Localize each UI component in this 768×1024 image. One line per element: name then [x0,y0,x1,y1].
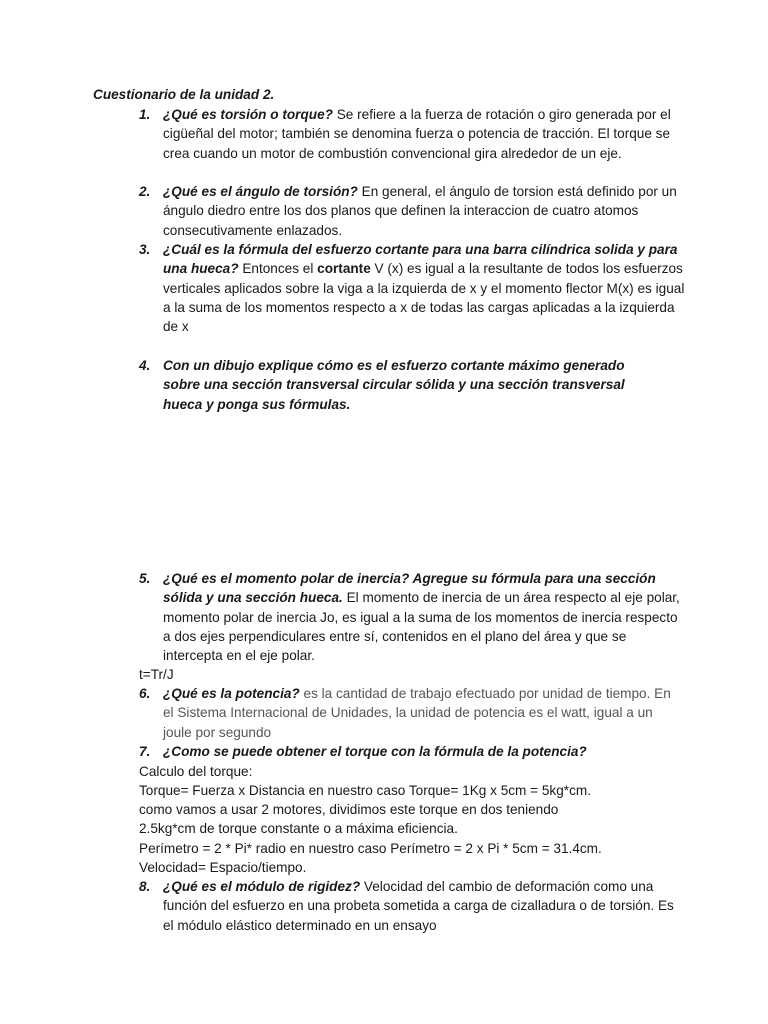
question-text: Con un dibujo explique cómo es el esfuerzo cortante máximo generado sobre una sección transversal circular sólida y una sección transversal hueca y ponga sus fórmulas. [163,358,625,412]
question-text: ¿Cuál es la fórmula del esfuerzo cortante para una barra cilíndrica solida y para una hueca? [163,242,678,277]
question-text: ¿Qué es el módulo de rigidez? [163,879,361,894]
item-number: 1. [139,107,151,122]
answer-text: es la cantidad de trabajo efectuado por unidad de tiempo. En el Sistema Internacional de Unidades, la unidad de potencia es el watt, igual a un joule por segundo [163,686,671,740]
item-body [163,742,684,761]
item-number: 7. [139,744,151,759]
question-text: ¿Qué es torsión o torque? [163,107,333,122]
answer-text-post: V (x) es igual a la resultante de todos los esfuerzos verticales aplicados sobre la viga a la izquierda de x y el momento flector M(x) es igual a la suma de los momentos respecto a x de todas las cargas aplicadas a la izquierda de x [163,261,685,335]
list-item-5 [139,569,684,665]
calc-line: Perímetro = 2 * Pi* radio en nuestro caso Perímetro = 2 x Pi * 5cm = 31.4cm. [139,841,602,856]
item-number: 6. [139,686,151,701]
item-number: 8. [139,879,151,894]
item-number: 2. [139,184,151,199]
list-item-1 [139,105,684,163]
calc-line: Calculo del torque: [139,764,253,779]
item-body [163,569,684,665]
list-item-2 [139,182,684,240]
question-text: ¿Qué es el ángulo de torsión? [163,184,358,199]
list-item-4 [139,356,649,414]
item-body [163,240,687,336]
formula-line: t=Tr/J [139,667,174,682]
calc-line: 2.5kg*cm de torque constante o a máxima eficiencia. [139,821,458,836]
item-body [163,105,684,163]
list-item-3 [139,240,687,336]
keyword-cortante: cortante [317,261,371,277]
item-number: 3. [139,242,151,257]
answer-text: Velocidad del cambio de deformación como una función del esfuerzo en una probeta sometida a carga de cizalladura o de torsión. Es el módulo elástico determinado en un ensayo [163,879,674,933]
item-number: 4. [139,358,151,373]
answer-text: El momento de inercia de un área respecto al eje polar, momento polar de inercia Jo, es igual a la suma de los momentos de inercia respecto a dos ejes perpendiculares entre sí, contenidos en el plano del área y que se intercepta en el eje polar. [163,590,680,664]
calc-line: como vamos a usar 2 motores, dividimos este torque en dos teniendo [139,802,559,817]
answer-text: Se refiere a la fuerza de rotación o giro generada por el cigüeñal del motor; también se denomina fuerza o potencia de tracción. El torque se crea cuando un motor de combustión convencional gira alrededor de un eje. [163,107,671,161]
question-text: ¿Qué es la potencia? [163,686,300,701]
question-text: ¿Como se puede obtener el torque con la fórmula de la potencia? [163,744,587,759]
item-number: 5. [139,571,151,586]
page-title: Cuestionario de la unidad 2. [93,87,275,102]
list-item-6 [139,684,684,742]
answer-text: En general, el ángulo de torsion está definido por un ángulo diedro entre los dos planos que definen la interaccion de cuatro atomos consecutivamente enlazados. [163,184,677,238]
question-text: ¿Qué es el momento polar de inercia? Agregue su fórmula para una sección sólida y una sección hueca. [163,571,656,606]
item-body [163,684,684,742]
item-body [163,877,684,935]
list-item-8 [139,877,684,935]
answer-text-pre: Entonces el [238,261,318,277]
calc-line: Velocidad= Espacio/tiempo. [139,860,307,875]
item-body [163,356,649,414]
calc-line: Torque= Fuerza x Distancia en nuestro caso Torque= 1Kg x 5cm = 5kg*cm. [139,783,591,798]
item-body [163,182,684,240]
list-item-7 [139,742,684,761]
